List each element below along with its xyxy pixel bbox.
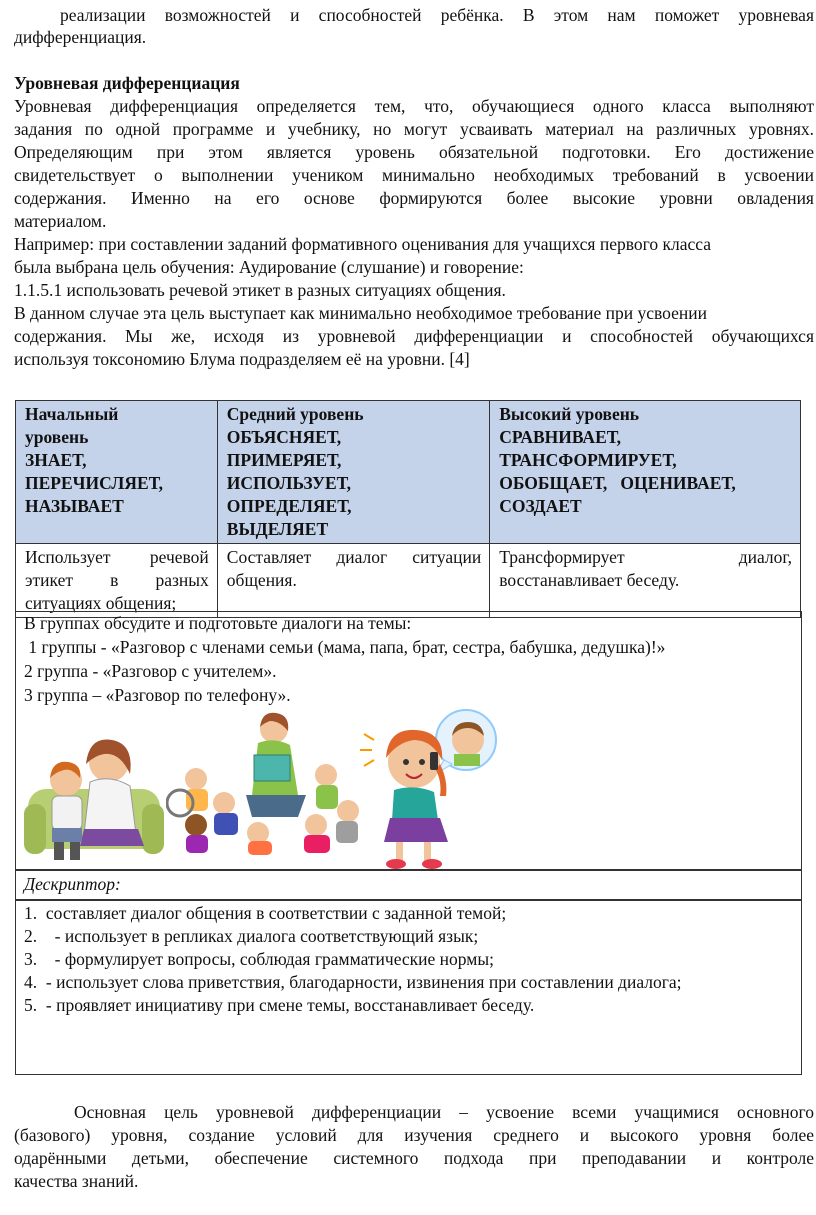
p1-line: задания по одной программе и учебнику, но могут усваивать материал на различных уровнях.	[14, 119, 814, 139]
conclusion-line: Основная цель уровневой дифференциации – усвоение всеми учащимися основного	[74, 1102, 814, 1122]
intro-line-1: реализации возможностей и способностей ребёнка. В этом нам поможет уровневая	[60, 5, 814, 25]
family-on-sofa-icon	[24, 734, 164, 864]
levels-table	[15, 400, 801, 618]
section-heading: Уровневая дифференциация	[14, 73, 240, 93]
p2-line: Например: при составлении заданий формативного оценивания для учащихся первого класса	[14, 234, 712, 254]
header-line: Высокий уровень	[499, 404, 640, 424]
level-middle-cell: Составляет диалог ситуации общения.	[217, 544, 489, 618]
descriptor-title-box	[15, 869, 802, 901]
p1-line: содержания. Именно на его основе формируются более высокие уровни овладения	[14, 188, 814, 208]
descriptor-item: 4. - использует слова приветствия, благодарности, извинения при составлении диалога;	[24, 972, 682, 992]
descriptor-item: 5. - проявляет инициативу при смене темы, восстанавливает беседу.	[24, 995, 535, 1015]
p1-line: свидетельствует о выполнении учеником минимально необходимых требований в усвоении	[14, 165, 814, 185]
header-line: ТРАНСФОРМИРУЕТ,	[499, 450, 677, 470]
header-line: ВЫДЕЛЯЕТ	[226, 519, 329, 539]
level-high-header	[490, 401, 801, 544]
task-line: 1 группы - «Разговор с членами семьи (мама, папа, брат, сестра, бабушка, дедушка)!»	[24, 637, 666, 657]
p1-line: материалом.	[14, 211, 107, 231]
task-line: 3 группа – «Разговор по телефону».	[24, 685, 291, 705]
descriptor-item: 1. составляет диалог общения в соответствии с заданной темой;	[24, 903, 507, 923]
header-line: ОБОБЩАЕТ, ОЦЕНИВАЕТ,	[499, 473, 736, 493]
conclusion-line: (базового) уровня, создание условий для изучения среднего и высокого уровня более	[14, 1125, 814, 1145]
header-line: СОЗДАЕТ	[499, 496, 582, 516]
p2-line: 1.1.5.1 использовать речевой этикет в разных ситуациях общения.	[14, 280, 506, 300]
descriptor-title: Дескриптор:	[24, 874, 121, 894]
task-line: 2 группа - «Разговор с учителем».	[24, 661, 277, 681]
conclusion-line: одарёнными детьми, обеспечение системного подхода при преподавании и контроле	[14, 1148, 814, 1168]
header-line: НАЗЫВАЕТ	[25, 496, 124, 516]
girl-on-phone-icon	[356, 700, 506, 870]
level-basic-header	[16, 401, 218, 544]
teacher-reading-to-children-icon	[166, 707, 366, 857]
task-box	[15, 611, 802, 871]
level-high-cell: Трансформирует диалог, восстанавливает беседу.	[490, 544, 801, 618]
level-middle-header	[217, 401, 489, 544]
header-line: ИСПОЛЬЗУЕТ,	[226, 473, 351, 493]
conclusion-line: качества знаний.	[14, 1171, 139, 1191]
intro-line-2: дифференциация.	[14, 27, 147, 47]
header-line: ПРИМЕРЯЕТ,	[226, 450, 342, 470]
p2-line: содержания. Мы же, исходя из уровневой дифференциации и способностей обучающихся	[14, 326, 814, 346]
p2-line: используя токсономию Блума подразделяем её на уровни. [4]	[14, 349, 470, 369]
header-line: Средний уровень	[226, 404, 364, 424]
header-line: ОБЪЯСНЯЕТ,	[226, 427, 342, 447]
p1-line: Определяющим при этом является уровень обязательной подготовки. Его достижение	[14, 142, 814, 162]
header-line: уровень	[25, 427, 89, 447]
p1-line: Уровневая дифференциация определяется тем, что, обучающиеся одного класса выполняют	[14, 96, 814, 116]
descriptor-item: 3. - формулирует вопросы, соблюдая грамматические нормы;	[24, 949, 494, 969]
levels-content-row	[16, 544, 801, 618]
descriptor-list-box	[15, 899, 802, 1075]
levels-header-row	[16, 401, 801, 544]
header-line: СРАВНИВАЕТ,	[499, 427, 622, 447]
header-line: ОПРЕДЕЛЯЕТ,	[226, 496, 352, 516]
p2-line: была выбрана цель обучения: Аудирование (слушание) и говорение:	[14, 257, 524, 277]
header-line: ПЕРЕЧИСЛЯЕТ,	[25, 473, 163, 493]
p2-line: В данном случае эта цель выступает как минимально необходимое требование при усвоении	[14, 303, 707, 323]
header-line: ЗНАЕТ,	[25, 450, 87, 470]
descriptor-item: 2. - использует в репликах диалога соответствующий язык;	[24, 926, 479, 946]
task-line: В группах обсудите и подготовьте диалоги на темы:	[24, 613, 412, 633]
header-line: Начальный	[25, 404, 119, 424]
level-basic-cell: Использует речевой этикет в разных ситуациях общения;	[16, 544, 218, 618]
